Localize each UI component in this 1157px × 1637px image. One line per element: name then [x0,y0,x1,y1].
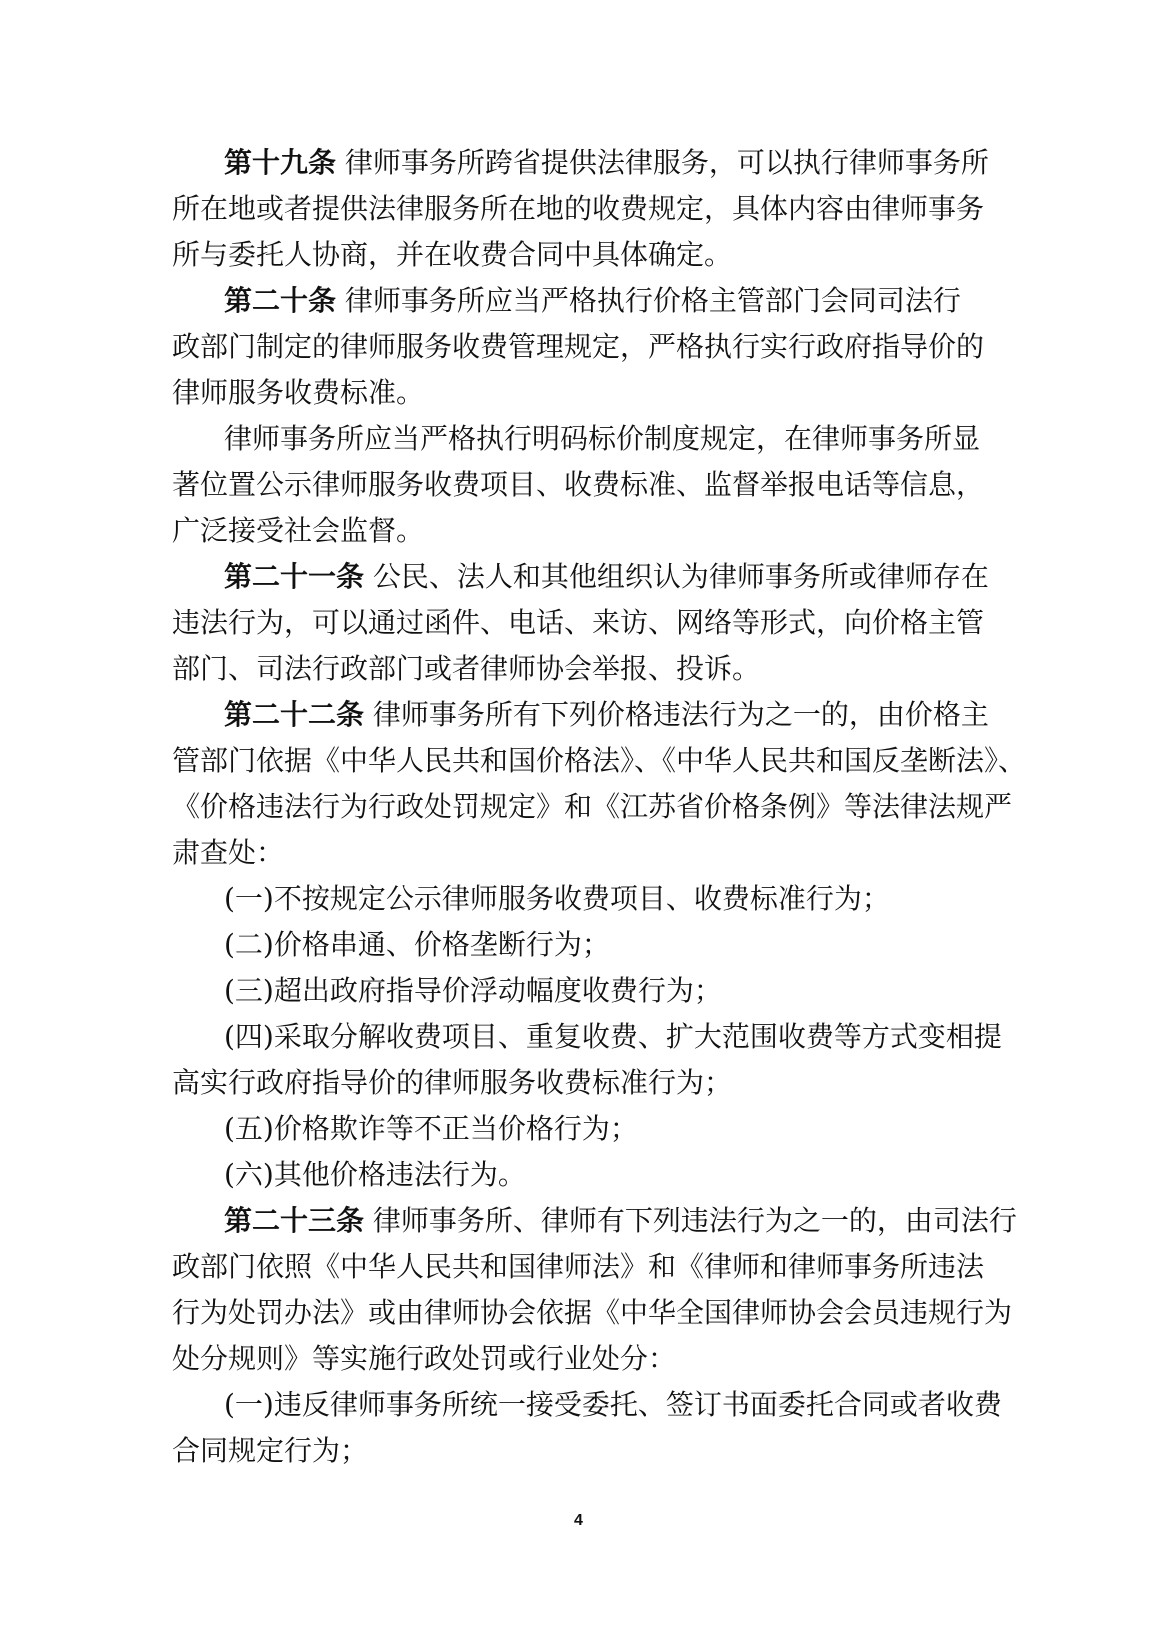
text-line: 所与委托人协商，并在收费合同中具体确定。 [172,238,733,271]
page-number: 4 [574,1512,583,1529]
text-line: 律师服务收费标准。 [172,376,425,409]
list-item: (三)超出政府指导价浮动幅度收费行为； [224,974,722,1007]
text-line: 部门、司法行政部门或者律师协会举报、投诉。 [172,652,761,685]
article-heading: 第二十三条 [224,1204,365,1237]
list-item-continuation: 合同规定行为； [172,1434,369,1467]
article-20 [172,278,985,554]
article-21 [172,554,989,692]
text-line: 律师事务所应当严格执行明码标价制度规定，在律师事务所显 [224,422,981,455]
list-item: (二)价格串通、价格垄断行为； [224,928,610,961]
article-heading: 第二十一条 [224,560,365,593]
text-line [172,692,989,738]
text-line: 违法行为，可以通过函件、电话、来访、网络等形式，向价格主管 [172,606,985,639]
article-text: 律师事务所应当严格执行价格主管部门会同司法行 [344,284,961,317]
article-heading: 第十九条 [224,146,337,179]
article-19 [172,140,989,278]
article-heading: 第二十二条 [224,698,365,731]
text-line [172,554,989,600]
text-line [172,140,989,186]
article-23 [172,1198,1017,1474]
text-line [172,278,972,324]
document-body [172,140,1027,1474]
text-line: 《价格违法行为行政处罚规定》和《江苏省价格条例》等法律法规严 [172,790,1013,823]
list-item: (五)价格欺诈等不正当价格行为； [224,1112,638,1145]
article-text: 律师事务所跨省提供法律服务，可以执行律师事务所 [344,146,989,179]
list-item: (四)采取分解收费项目、重复收费、扩大范围收费等方式变相提 [224,1020,1002,1053]
text-line: 管部门依据《中华人民共和国价格法》、《中华人民共和国反垄断法》、 [172,744,1027,777]
article-text: 律师事务所有下列价格违法行为之一的，由价格主 [372,698,989,731]
text-line: 处分规则》等实施行政处罚或行业处分： [172,1342,677,1375]
text-line: 所在地或者提供法律服务所在地的收费规定，具体内容由律师事务 [172,192,985,225]
text-line: 广泛接受社会监督。 [172,514,425,547]
article-22 [172,692,1027,1198]
list-item: (一)不按规定公示律师服务收费项目、收费标准行为； [224,882,890,915]
text-line: 政部门依照《中华人民共和国律师法》和《律师和律师事务所违法 [172,1250,985,1283]
list-item: (六)其他价格违法行为。 [224,1158,526,1191]
list-item: (一)违反律师事务所统一接受委托、签订书面委托合同或者收费 [224,1388,1002,1421]
text-line [172,1198,1017,1244]
article-text: 律师事务所、律师有下列违法行为之一的，由司法行 [372,1204,1017,1237]
list-item-continuation: 高实行政府指导价的律师服务收费标准行为； [172,1066,733,1099]
text-line: 肃查处： [172,836,285,869]
article-heading: 第二十条 [224,284,337,317]
article-text: 公民、法人和其他组织认为律师事务所或律师存在 [372,560,989,593]
text-line: 著位置公示律师服务收费项目、收费标准、监督举报电话等信息， [172,468,985,501]
text-line: 政部门制定的律师服务收费管理规定，严格执行实行政府指导价的 [172,330,985,363]
text-line: 行为处罚办法》或由律师协会依据《中华全国律师协会会员违规行为 [172,1296,1013,1329]
